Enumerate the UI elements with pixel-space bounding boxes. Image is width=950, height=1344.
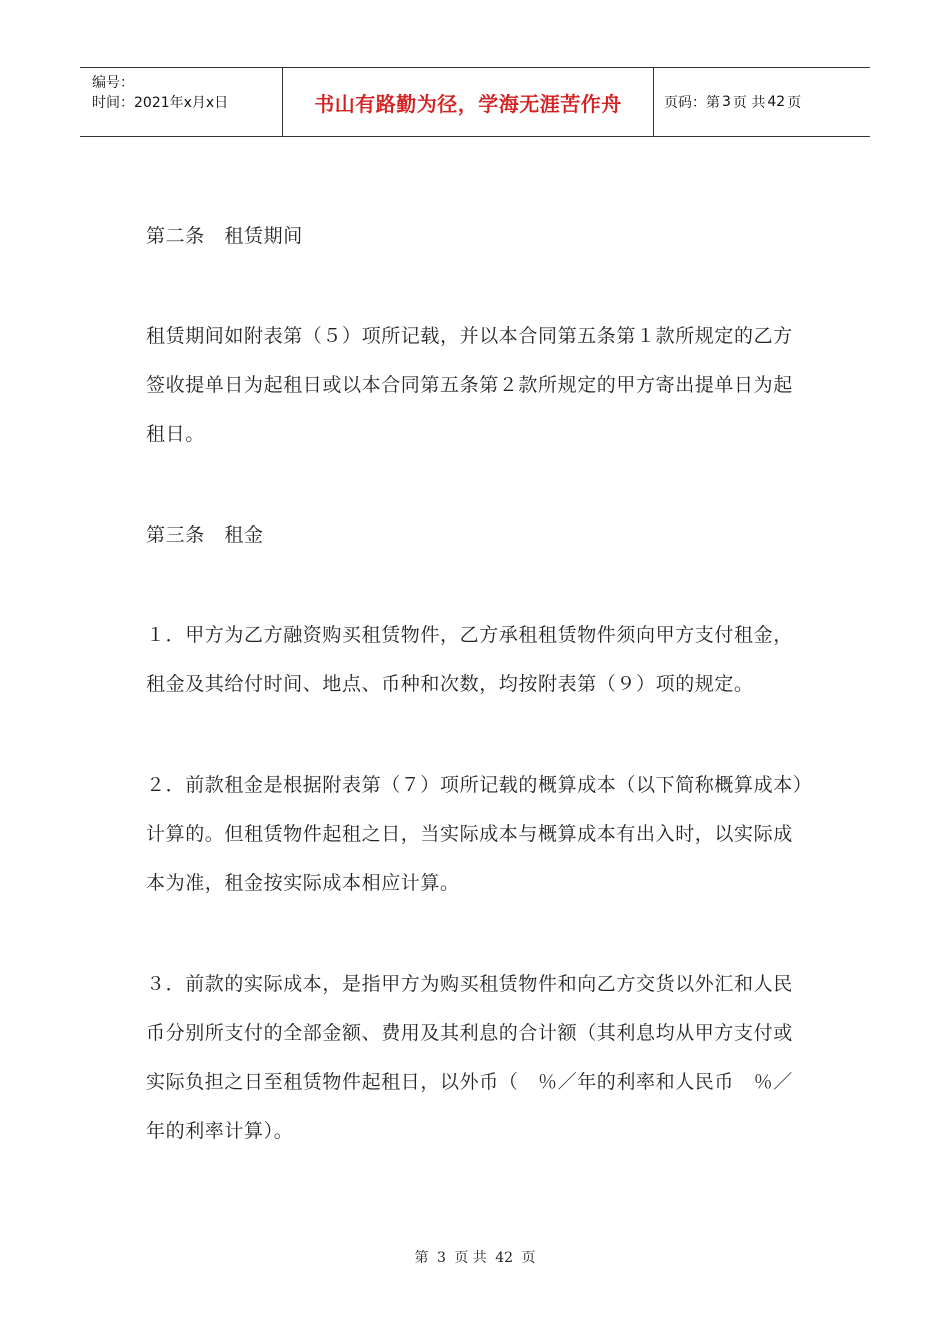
header-page-suffix: 页 [787,95,802,111]
article-3-title: 第三条 租金 [146,524,264,546]
footer-mid: 页 共 [454,1250,487,1266]
header-page-current: 3 [722,94,731,110]
header-motto: 书山有路勤为径，学海无涯苦作舟 [282,68,654,136]
footer-total-pages: 42 [495,1250,514,1266]
article-2-title: 第二条 租赁期间 [146,225,303,247]
page-footer [0,1247,950,1267]
article-3-clause-3: ３．前款的实际成本，是指甲方为购买租赁物件和向乙方交货以外汇和人民币分别所支付的全部金额、费用及其利息的合计额（其利息均从甲方支付或实际负担之日至租赁物件起租日，以外币（ ％／年的利率和人民币 ％／年的利率计算）。 [146,973,793,1142]
article-3-clause-2: ２．前款租金是根据附表第（７）项所记载的概算成本（以下简称概算成本）计算的。但租赁物件起租之日，当实际成本与概算成本有出入时，以实际成本为准，租金按实际成本相应计算。 [146,774,803,894]
document-number-label: 编号： [92,75,134,91]
page-header [80,67,870,137]
header-meta [80,68,282,136]
header-page-mid: 页 共 [732,95,766,111]
header-page-prefix: 页码：第 [664,95,720,111]
article-3-clause-1: １．甲方为乙方融资购买租赁物件，乙方承租租赁物件须向甲方支付租金，租金及其给付时间、地点、币种和次数，均按附表第（９）项的规定。 [146,624,793,695]
header-page-total: 42 [767,94,786,110]
header-page-indicator [654,68,870,136]
article-2-text: 租赁期间如附表第（５）项所记载，并以本合同第五条第１款所规定的乙方签收提单日为起租日或以本合同第五条第２款所规定的甲方寄出提单日为起租日。 [146,325,793,445]
document-body [146,212,806,1208]
footer-suffix: 页 [521,1250,536,1266]
footer-prefix: 第 [414,1250,429,1266]
footer-current-page: 3 [436,1250,446,1266]
document-time-label: 时间：2021年x月x日 [92,95,229,111]
